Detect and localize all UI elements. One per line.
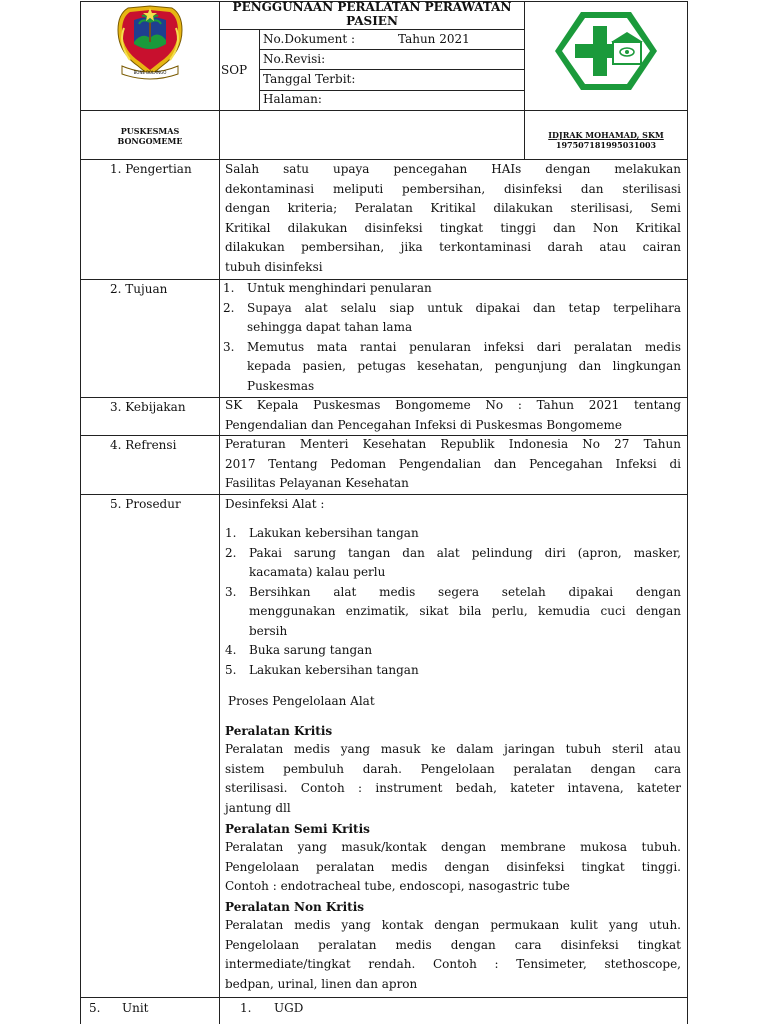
list-item: 2. Pakai sarung tangan dan alat pelindung diri (apron, masker,	[225, 545, 681, 560]
prosedur-intro: Desinfeksi Alat :	[225, 497, 325, 511]
tujuan-list: 1. Untuk menghindari penularan 2. Supaya alat selalu siap untuk dipakai dan tetap terpelihara sehingga dapat tahan lama 3. Memutus mata rantai penularan infeksi dari peralatan medis kepada pasien, petugas kesehatan, pengunjung dan lingkungan Puskesmas	[223, 281, 681, 393]
row-refrensi-bottom	[80, 494, 688, 495]
proses-heading: Proses Pengelolaan Alat	[228, 694, 375, 708]
org-line-1: PUSKESMAS	[120, 126, 180, 136]
non-kritis-text: Peralatan medis yang kontak dengan permukaan kulit yang utuh. Pengelolaan peralatan medis dengan cara disinfeksi tingkat intermediate/tingkat rendah. Contoh : Tensimeter, stethoscope, bedpan, urinal, linen dan apron	[225, 918, 681, 991]
unit-item-number: 1.	[240, 1001, 252, 1015]
header-bottom-border	[80, 110, 688, 111]
refrensi-text: Peraturan Menteri Kesehatan Republik Indonesia No 27 Tahun 2017 Tentang Pedoman Pengendalian dan Pencegahan Infeksi di Fasilitas Pelayanan Kesehatan	[225, 437, 681, 490]
org-name	[86, 126, 214, 146]
left-border	[80, 1, 81, 1024]
kritis-heading: Peralatan Kritis	[225, 724, 333, 738]
right-border	[687, 1, 688, 1024]
list-item: 3. Bersihkan alat medis segera setelah dipakai dengan	[225, 584, 681, 599]
list-item: 4. Buka sarung tangan	[225, 643, 373, 657]
no-dokumen-label: No.Dokument :	[263, 32, 356, 46]
label-kebijakan: 3. Kebijakan	[110, 400, 186, 414]
meta-line-1	[259, 49, 524, 50]
crest-ribbon-text: BONE BOLANGO	[133, 70, 167, 75]
pengertian-text: Salah satu upaya pencegahan HAIs dengan melakukan dekontaminasi meliputi pembersihan, disinfeksi dan sterilisasi dengan kriteria; Peralatan Kritikal dilakukan sterilisasi, Semi Kritikal dilakukan disinfeksi tingkat tinggi dan Non Kritikal dilakukan pembersihan, jika terkontaminasi darah atau cairan tubuh disinfeksi	[225, 162, 681, 274]
halaman-label: Halaman:	[263, 92, 322, 106]
label-tujuan: 2. Tujuan	[110, 282, 168, 296]
right-logo-divider	[524, 1, 525, 159]
row-prosedur-bottom	[80, 997, 688, 998]
title-line-2: PASIEN	[346, 14, 398, 28]
prosedur-steps: 1. Lakukan kebersihan tangan 2. Pakai sarung tangan dan alat pelindung diri (apron, masker, kacamata) kalau perlu 3. Bersihkan alat medis segera setelah dipakai dengan menggunakan enzimatik, sikat bila perlu, kemudia cuci dengan bersih 4. Buka sarung tangan 5. Lakukan kebersihan tangan	[225, 524, 681, 680]
signer-nip: 197507181995031003	[555, 140, 657, 150]
label-prosedur: 5. Prosedur	[110, 497, 181, 511]
title-bottom-line	[219, 29, 524, 30]
label-refrensi: 4. Refrensi	[110, 438, 177, 452]
unit-item-value: UGD	[274, 1001, 304, 1015]
signer-name: IDJRAK MOHAMAD, SKM	[548, 130, 664, 140]
document-title	[224, 0, 520, 28]
semi-kritis-heading: Peralatan Semi Kritis	[225, 822, 370, 836]
title-line-1: PENGGUNAAN PERALATAN PERAWATAN	[232, 0, 512, 14]
non-kritis-heading: Peralatan Non Kritis	[225, 900, 365, 914]
semi-kritis-text: Peralatan yang masuk/kontak dengan membrane mukosa tubuh. Pengelolaan peralatan medis dengan disinfeksi tingkat tinggi. Contoh : endotracheal tube, endoscopi, nasogastric tube	[225, 840, 681, 893]
sop-divider	[259, 29, 260, 110]
list-item: 2. Supaya alat selalu siap untuk dipakai dan tetap terpelihara	[223, 300, 681, 315]
no-revisi-label: No.Revisi:	[263, 52, 326, 66]
signer-block	[528, 130, 684, 150]
list-item: 5. Lakukan kebersihan tangan	[225, 662, 419, 677]
label-unit: Unit	[122, 1001, 149, 1015]
tahun-value: Tahun 2021	[398, 32, 470, 46]
org-line-2: BONGOMEME	[117, 136, 183, 146]
kritis-text: Peralatan medis yang masuk ke dalam jaringan tubuh steril atau sistem pembuluh darah. Pengelolaan peralatan dengan cara sterilisasi. Contoh : instrument bedah, kateter intavena, kateter jantung dll	[225, 742, 681, 815]
label-pengertian: 1. Pengertian	[110, 162, 192, 176]
label-unit-number: 5.	[89, 1001, 101, 1015]
kebijakan-text: SK Kepala Puskesmas Bongomeme No : Tahun 2021 tentang Pengendalian dan Pencegahan Infeksi di Puskesmas Bongomeme	[225, 398, 681, 432]
list-item: 1. Lakukan kebersihan tangan	[225, 526, 419, 540]
meta-line-2	[259, 69, 524, 70]
puskesmas-logo	[553, 10, 659, 92]
sop-label: SOP	[221, 63, 248, 77]
tanggal-terbit-label: Tanggal Terbit:	[263, 72, 356, 86]
regency-crest-logo	[112, 4, 188, 82]
label-column-divider	[219, 1, 220, 1024]
list-item: 3. Memutus mata rantai penularan infeksi dari peralatan medis	[223, 339, 681, 354]
list-item: 1. Untuk menghindari penularan	[223, 281, 432, 295]
